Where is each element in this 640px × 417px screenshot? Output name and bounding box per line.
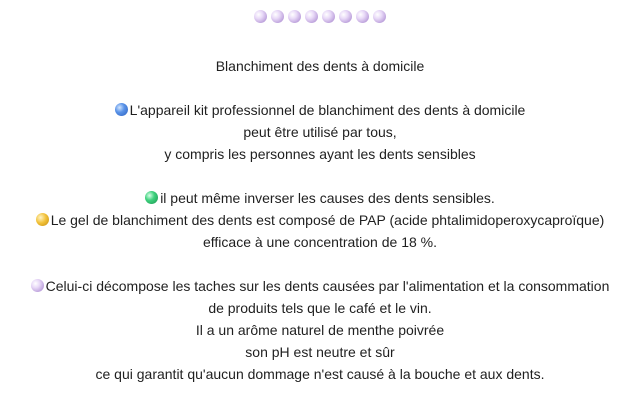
paragraph-text: Celui-ci décompose les taches sur les dents causées par l'alimentation et la consommation [45, 278, 610, 294]
paragraph-text: L'appareil kit professionnel de blanchiment des dents à domicile [129, 102, 526, 118]
decorative-dots-row [0, 10, 640, 28]
paragraph-3 [0, 275, 640, 385]
lilac-orb-icon [356, 10, 369, 23]
lilac-orb-icon [31, 279, 44, 292]
lilac-orb-icon [339, 10, 352, 23]
paragraph-text: Le gel de blanchiment des dents est composé de PAP (acide phtalimidoperoxycaproïque) [50, 212, 605, 228]
paragraph-line: son pH est neutre et sûr [245, 344, 395, 360]
lilac-orb-icon [288, 10, 301, 23]
post-title-text: Blanchiment des dents à domicile [215, 58, 425, 74]
paragraph-line [0, 187, 640, 209]
paragraph-line [0, 209, 640, 231]
paragraph-line: de produits tels que le café et le vin. [208, 300, 432, 316]
paragraph-line: efficace à une concentration de 18 %. [202, 234, 437, 250]
paragraph-1 [0, 99, 640, 165]
paragraph-2 [0, 187, 640, 253]
paragraph-text: il peut même inverser les causes des dents sensibles. [160, 190, 495, 206]
paragraph-line: y compris les personnes ayant les dents sensibles [164, 146, 476, 162]
paragraph-line: peut être utilisé par tous, [243, 124, 397, 140]
blue-orb-icon [115, 103, 128, 116]
gold-orb-icon [36, 213, 49, 226]
green-orb-icon [145, 191, 158, 204]
lilac-orb-icon [373, 10, 386, 23]
lilac-orb-icon [271, 10, 284, 23]
lilac-orb-icon [322, 10, 335, 23]
post-title [0, 55, 640, 77]
paragraph-line: ce qui garantit qu'aucun dommage n'est causé à la bouche et aux dents. [95, 366, 545, 382]
lilac-orb-icon [305, 10, 318, 23]
paragraph-line: Il a un arôme naturel de menthe poivrée [195, 322, 445, 338]
paragraph-line [0, 99, 640, 121]
lilac-orb-icon [254, 10, 267, 23]
paragraph-line [0, 275, 640, 297]
